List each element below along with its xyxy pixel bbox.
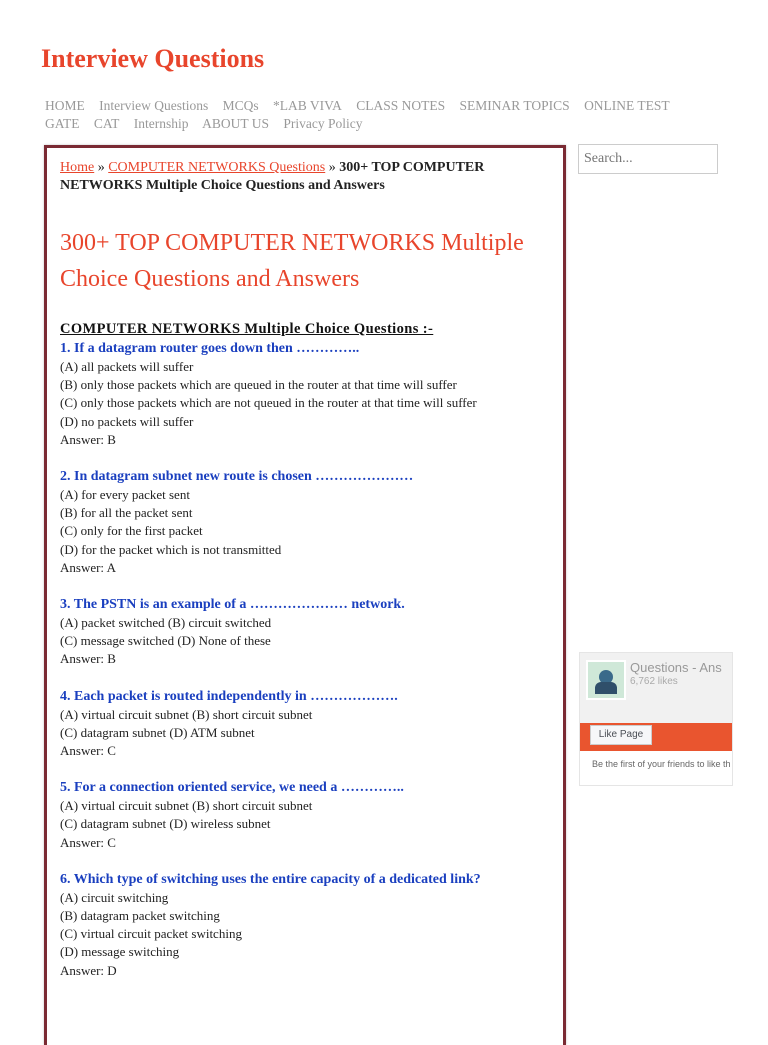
- facebook-page-widget: [579, 652, 733, 786]
- answer-text: Answer: B: [60, 651, 116, 667]
- question-block: [60, 468, 550, 577]
- answer-option: (C) datagram subnet (D) wireless subnet: [60, 816, 271, 832]
- breadcrumb-home-link[interactable]: Home: [60, 160, 95, 175]
- answer-text: Answer: A: [60, 559, 116, 575]
- breadcrumb: [60, 159, 550, 195]
- answer-option: (B) only those packets which are queued in the router at that time will suffer: [60, 377, 457, 393]
- breadcrumb-category-link[interactable]: COMPUTER NETWORKS Questions: [108, 160, 326, 175]
- answer-option: (A) for every packet sent: [60, 487, 190, 503]
- fb-like-count: 6,762 likes: [630, 676, 678, 687]
- answer-option: (D) message switching: [60, 944, 180, 960]
- answer-option: (B) datagram packet switching: [60, 908, 220, 924]
- main-nav: [45, 97, 695, 133]
- answer-option: (B) for all the packet sent: [60, 505, 193, 521]
- nav-item-home[interactable]: HOME: [45, 98, 85, 113]
- answer-option: (C) datagram subnet (D) ATM subnet: [60, 724, 255, 740]
- answer-text: Answer: B: [60, 431, 116, 447]
- question-block: [60, 871, 550, 980]
- nav-item-class-notes[interactable]: CLASS NOTES: [356, 98, 446, 113]
- fb-page-avatar[interactable]: [586, 660, 626, 700]
- main-content: [44, 145, 566, 1045]
- nav-item-privacy-policy[interactable]: Privacy Policy: [283, 116, 363, 131]
- avatar-body-shape: [595, 682, 617, 694]
- answer-option: (C) virtual circuit packet switching: [60, 926, 242, 942]
- nav-item-lab-viva[interactable]: *LAB VIVA: [273, 98, 342, 113]
- question-block: [60, 688, 550, 761]
- nav-item-online-test[interactable]: ONLINE TEST: [584, 98, 670, 113]
- site-title[interactable]: Interview Questions: [41, 44, 265, 73]
- question-text: 6. Which type of switching uses the entire capacity of a dedicated link?: [60, 871, 481, 887]
- breadcrumb-separator: »: [94, 160, 109, 175]
- answer-text: Answer: C: [60, 834, 116, 850]
- post-title: 300+ TOP COMPUTER NETWORKS Multiple Choice Questions and Answers: [60, 230, 524, 292]
- answer-text: Answer: C: [60, 743, 116, 759]
- fb-page-name[interactable]: Questions - Ans: [630, 660, 722, 675]
- answer-option: (C) only for the first packet: [60, 523, 203, 539]
- answer-option: (D) no packets will suffer: [60, 413, 194, 429]
- nav-item-seminar-topics[interactable]: SEMINAR TOPICS: [459, 98, 570, 113]
- nav-item-gate[interactable]: GATE: [45, 116, 80, 131]
- nav-item-mcqs[interactable]: MCQs: [222, 98, 259, 113]
- nav-item-cat[interactable]: CAT: [93, 116, 120, 131]
- question-text: 3. The PSTN is an example of a ………………… network.: [60, 597, 405, 613]
- answer-option: (A) circuit switching: [60, 889, 169, 905]
- answer-option: (A) virtual circuit subnet (B) short circuit subnet: [60, 798, 313, 814]
- answer-option: (A) packet switched (B) circuit switched: [60, 615, 272, 631]
- answer-option: (C) message switched (D) None of these: [60, 633, 271, 649]
- answer-text: Answer: D: [60, 962, 117, 978]
- answer-option: (D) for the packet which is not transmitted: [60, 541, 282, 557]
- search-input[interactable]: [578, 144, 718, 174]
- answer-option: (A) all packets will suffer: [60, 359, 194, 374]
- section-heading: COMPUTER NETWORKS Multiple Choice Questions :-: [60, 321, 434, 337]
- nav-item-about-us[interactable]: ABOUT US: [202, 116, 270, 131]
- question-block: [60, 779, 550, 852]
- answer-option: (A) virtual circuit subnet (B) short circuit subnet: [60, 706, 313, 722]
- answer-option: (C) only those packets which are not queued in the router at that time will suffer: [60, 395, 477, 411]
- fb-like-page-button[interactable]: Like Page: [590, 725, 652, 745]
- nav-item-interview-questions[interactable]: Interview Questions: [99, 98, 209, 113]
- question-text: 2. In datagram subnet new route is chosen …………………: [60, 469, 414, 485]
- question-text: 5. For a connection oriented service, we need a …………..: [60, 780, 404, 796]
- question-text: 4. Each packet is routed independently in ……………….: [60, 688, 398, 704]
- question-block: [60, 596, 550, 669]
- nav-item-internship[interactable]: Internship: [133, 116, 189, 131]
- question-text: 1. If a datagram router goes down then …………..: [60, 341, 360, 356]
- breadcrumb-current: 300+ TOP COMPUTER NETWORKS Multiple Choice Questions and Answers: [60, 160, 485, 193]
- fb-friends-text: Be the first of your friends to like th: [592, 759, 731, 769]
- breadcrumb-separator: »: [325, 160, 340, 175]
- question-block: [60, 340, 550, 449]
